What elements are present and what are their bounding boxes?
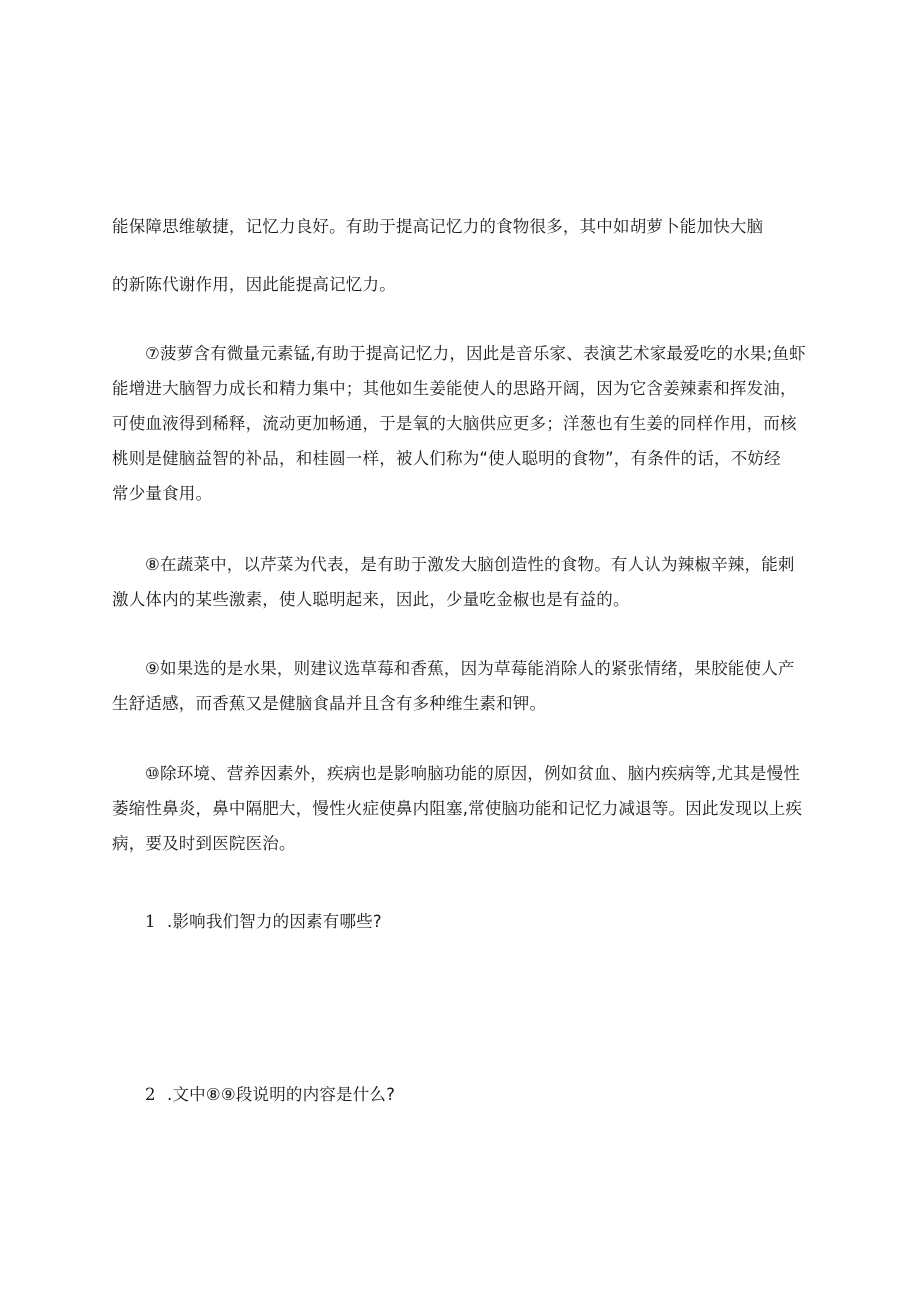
paragraph-10-line-3: 病，要及时到医院医治。 — [112, 834, 296, 853]
paragraph-1-line-1: 能保障思维敏捷，记忆力良好。有助于提高记忆力的食物很多，其中如胡萝卜能加快大脑 — [112, 217, 764, 236]
paragraph-7-line-4: 桃则是健脑益智的补品，和桂圆一样，被人们称为“使人聪明的食物”，有条件的话，不妨经 — [112, 449, 781, 468]
question-1-text: .影响我们智力的因素有哪些? — [167, 912, 382, 931]
paragraph-9-line-2: 生舒适感，而香蕉又是健脑食晶并且含有多种维生素和钾。 — [112, 694, 547, 713]
question-2-number: 2 — [145, 1085, 156, 1104]
paragraph-8-line-2: 激人体内的某些激素，使人聪明起来，因此，少量吃金椒也是有益的。 — [112, 590, 630, 609]
question-2 — [145, 1083, 845, 1107]
question-1-number: 1 — [145, 912, 156, 931]
paragraph-1-line-2: 的新陈代谢作用，因此能提高记忆力。 — [112, 275, 396, 294]
paragraph-7-line-5: 常少量食用。 — [112, 484, 213, 503]
paragraph-10-line-2: 萎缩性鼻炎，鼻中隔肥大，慢性火症使鼻内阻塞,常使脑功能和记忆力减退等。因此发现以上疾 — [112, 799, 803, 818]
paragraph-8-line-1: ⑧在蔬菜中，以芹菜为代表，是有助于激发大脑创造性的食物。有人认为辣椒辛辣，能刺 — [145, 555, 795, 574]
paragraph-9-line-1: ⑨如果选的是水果，则建议选草莓和香蕉，因为草莓能消除人的紧张情绪，果胶能使人产 — [145, 659, 795, 678]
question-1 — [145, 910, 845, 934]
paragraph-7-line-3: 可使血液得到稀释，流动更加畅通，于是氧的大脑供应更多；洋葱也有生姜的同样作用，而核 — [112, 414, 797, 433]
paragraph-10-line-1: ⑩除环境、营养因素外，疾病也是影响脑功能的原因，例如贫血、脑内疾病等,尤其是慢性 — [145, 764, 801, 783]
paragraph-7-line-2: 能增进大脑智力成长和精力集中；其他如生姜能使人的思路开阔，因为它含姜辣素和挥发油， — [112, 379, 797, 398]
question-2-text: .文中⑧⑨段说明的内容是什么? — [167, 1085, 396, 1104]
paragraph-7-line-1: ⑦菠萝含有微量元素锰,有助于提高记忆力，因此是音乐家、表演艺术家最爱吃的水果;鱼虾 — [145, 344, 806, 363]
